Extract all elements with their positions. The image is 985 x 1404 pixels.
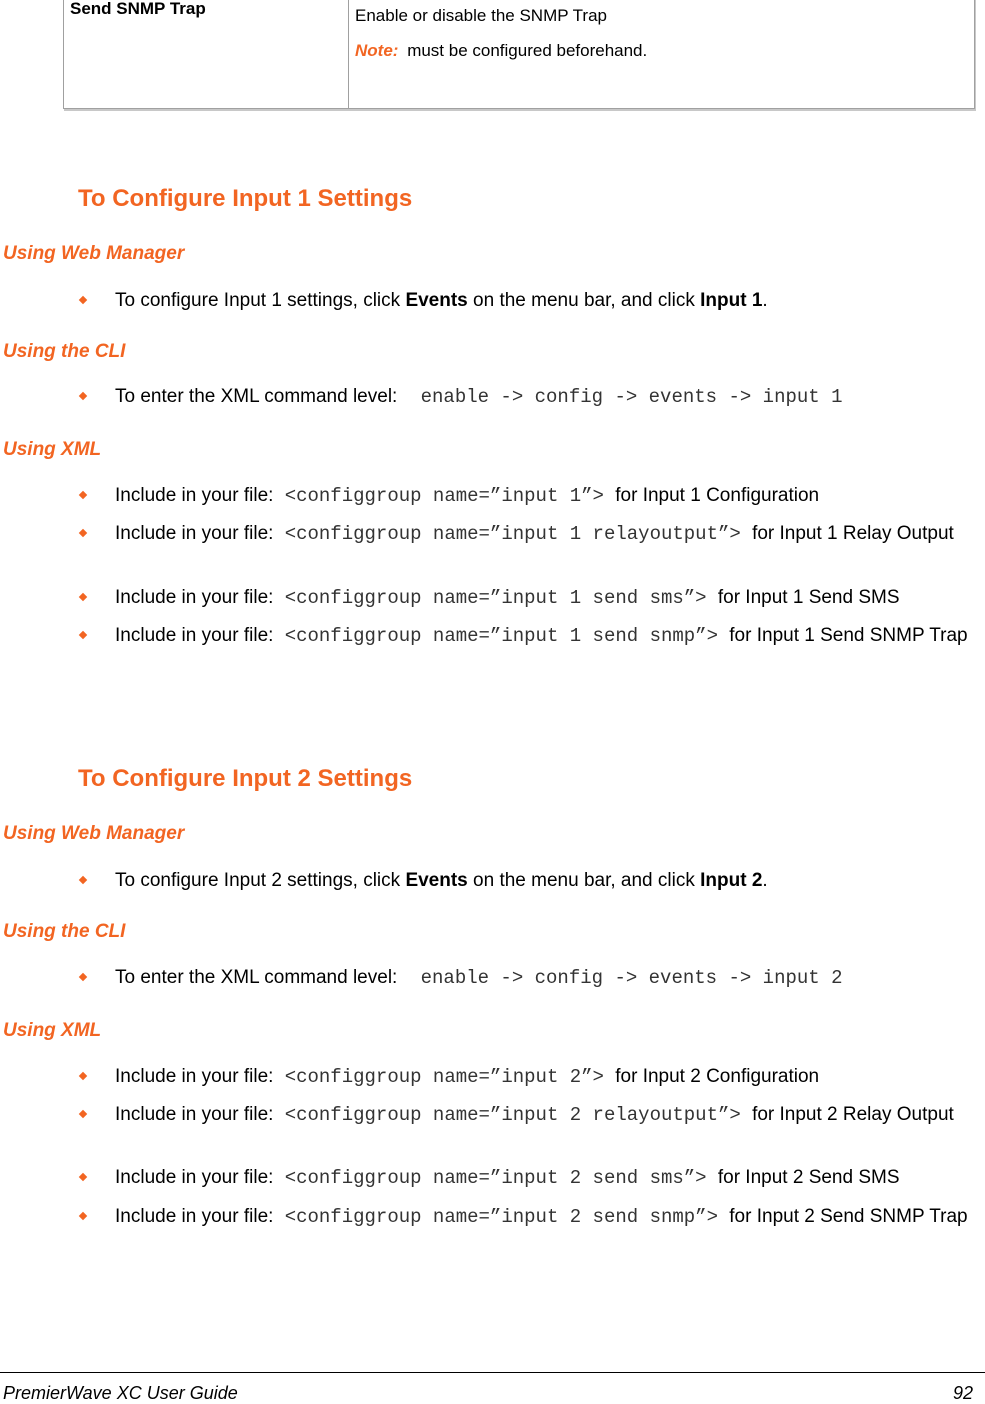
text: To enter the XML command level: [115,967,398,988]
cli-command: enable -> config -> events -> input 2 [420,967,843,989]
cli-heading: Using the CLI [3,921,126,942]
cli-heading: Using the CLI [3,341,126,362]
cli-command: enable -> config -> events -> input 1 [420,386,843,408]
xml-code: <configgroup name=”input 1 send sms”> [284,587,707,609]
bullet-icon [79,1072,87,1080]
text: Include in your file: [115,1167,274,1188]
bullet-icon [79,392,87,400]
text: Include in your file: [115,1206,274,1227]
footer-title: PremierWave XC User Guide [3,1383,238,1403]
page-number: 92 [952,1383,973,1403]
xml-code: <configgroup name=”input 1 send snmp”> [284,625,718,647]
table-label-cell [64,0,349,108]
text: Include in your file: [115,523,274,544]
web-manager-heading: Using Web Manager [3,823,185,844]
table-note [355,41,647,61]
xml-code: <configgroup name=”input 2 send sms”> [284,1167,707,1189]
xml-code: <configgroup name=”input 2 relayoutput”> [284,1104,741,1126]
bold-text: Input 2 [700,870,763,891]
note-text: must be configured beforehand. [407,41,648,60]
text: . [762,870,768,891]
settings-table [63,0,975,109]
table-row-label: Send SNMP Trap [70,0,206,18]
text: for Input 1 Send SNMP Trap [729,625,968,646]
text: To configure Input 1 settings, click [115,290,406,311]
text: on the menu bar, and click [467,290,701,311]
bullet-icon [79,1212,87,1220]
bullet-icon [79,876,87,884]
text: Include in your file: [115,1104,274,1125]
xml-code: <configgroup name=”input 2 send snmp”> [284,1206,718,1228]
web-manager-heading: Using Web Manager [3,243,185,264]
note-label: Note: [355,41,399,60]
bold-text: Events [405,870,468,891]
table-description: Enable or disable the SNMP Trap [355,6,607,25]
bullet-icon [79,1110,87,1118]
text: for Input 2 Configuration [615,1066,820,1087]
text: Include in your file: [115,587,274,608]
text: Include in your file: [115,625,274,646]
text: for Input 1 Configuration [615,485,820,506]
bold-text: Events [405,290,468,311]
text: To enter the XML command level: [115,386,398,407]
text: for Input 2 Send SMS [717,1167,900,1188]
text: for Input 1 Relay Output [752,523,954,544]
text: for Input 2 Relay Output [752,1104,954,1125]
bullet-icon [79,1173,87,1181]
text: for Input 1 Send SMS [717,587,900,608]
bullet-icon [79,593,87,601]
text: for Input 2 Send SNMP Trap [729,1206,968,1227]
bullet-icon [79,491,87,499]
xml-code: <configgroup name=”input 1 relayoutput”> [284,523,741,545]
bullet-icon [79,631,87,639]
xml-code: <configgroup name=”input 1”> [284,485,604,507]
bullet-icon [79,529,87,537]
text: Include in your file: [115,485,274,506]
text: on the menu bar, and click [467,870,701,891]
xml-heading: Using XML [3,439,102,460]
text: Include in your file: [115,1066,274,1087]
bold-text: Input 1 [700,290,763,311]
section-title: To Configure Input 2 Settings [78,765,413,792]
xml-code: <configgroup name=”input 2”> [284,1066,604,1088]
bullet-icon [79,296,87,304]
text: To configure Input 2 settings, click [115,870,406,891]
section-title: To Configure Input 1 Settings [78,185,413,212]
xml-heading: Using XML [3,1020,102,1041]
bullet-icon [79,973,87,981]
footer-divider [0,1372,985,1373]
text: . [762,290,768,311]
